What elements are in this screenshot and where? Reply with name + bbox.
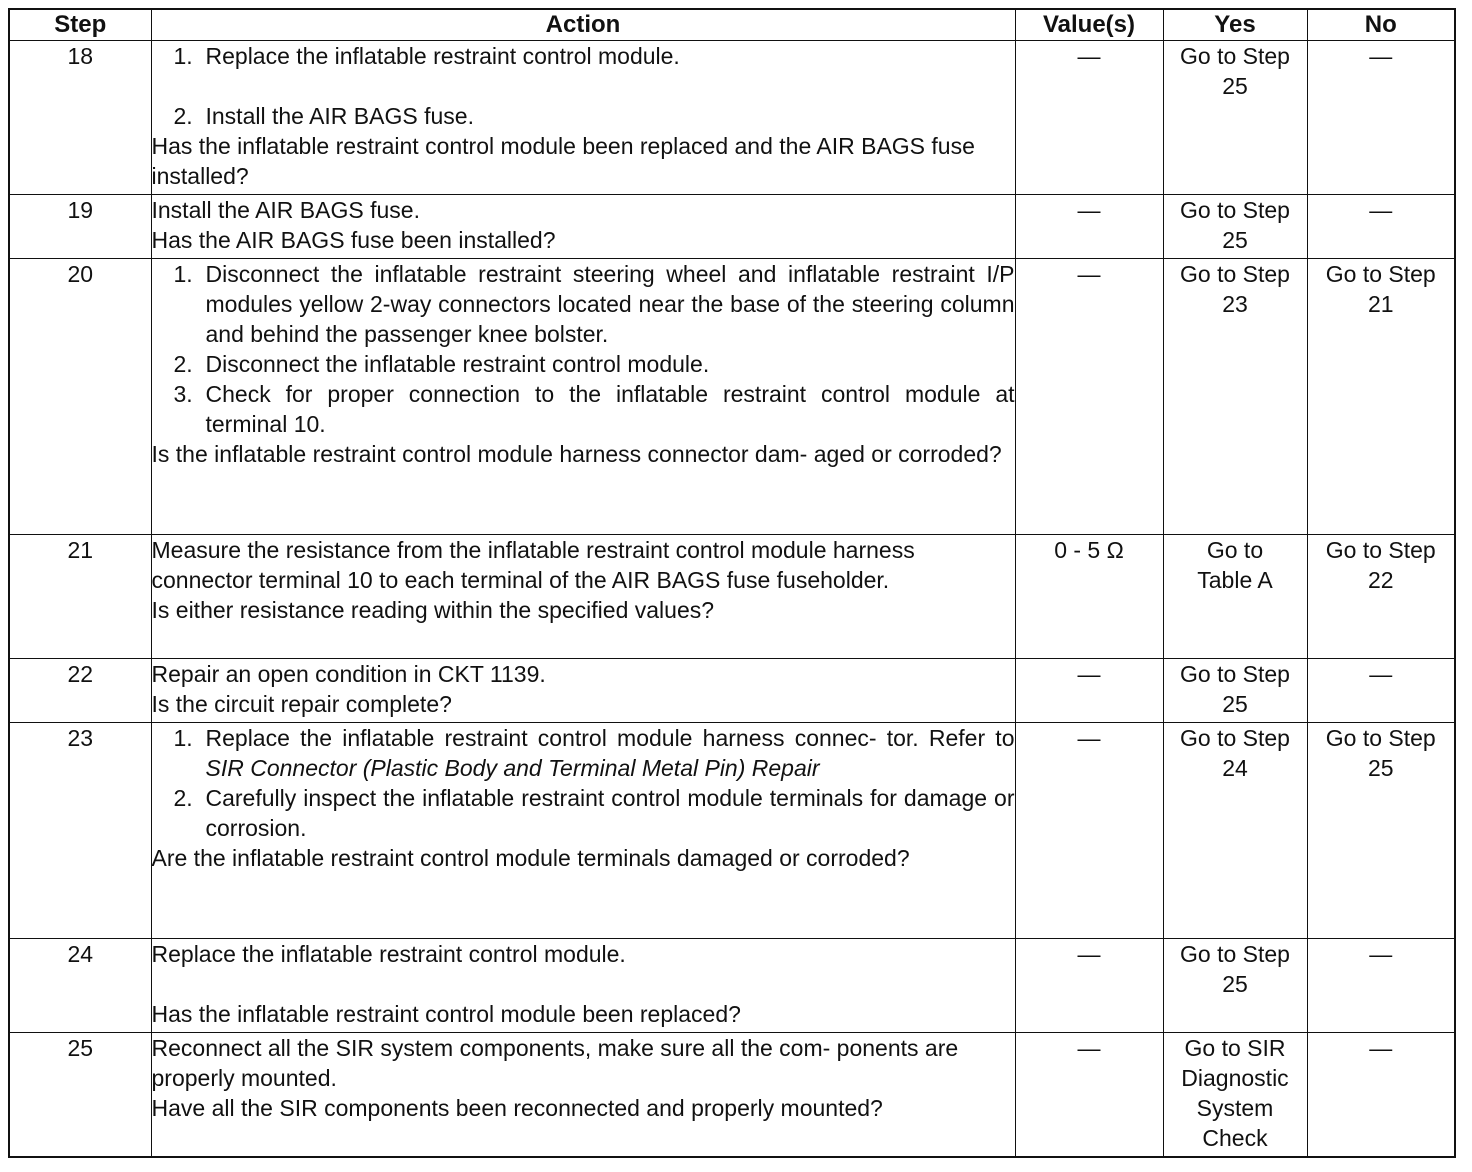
step-number: 24 — [9, 939, 151, 1033]
step-number: 20 — [9, 259, 151, 535]
no-cell: — — [1307, 939, 1455, 1033]
action-cell — [151, 723, 1015, 939]
value-cell: — — [1015, 259, 1163, 535]
table-row — [9, 259, 1455, 535]
step-number: 23 — [9, 723, 151, 939]
value-cell: — — [1015, 195, 1163, 259]
yes-cell: Go to Step 25 — [1163, 195, 1307, 259]
yes-cell: Go to Step 24 — [1163, 723, 1307, 939]
no-cell: — — [1307, 195, 1455, 259]
yes-cell: Go to Step 25 — [1163, 41, 1307, 195]
value-cell: — — [1015, 41, 1163, 195]
header-yes: Yes — [1163, 9, 1307, 41]
action-steps — [152, 41, 1015, 131]
step-number: 21 — [9, 535, 151, 659]
action-step: 1. Replace the inflatable restraint control module. — [173, 43, 680, 69]
action-question: Is the circuit repair complete? — [151, 691, 452, 717]
table-row — [9, 41, 1455, 195]
table-row — [9, 195, 1455, 259]
yes-cell: Go to SIR Diagnostic System Check — [1163, 1033, 1307, 1157]
action-step: 2. Carefully inspect the inflatable restraint control module terminals for damage or corrosion. — [173, 785, 1015, 841]
header-step: Step — [9, 9, 151, 41]
table-row — [9, 1033, 1455, 1157]
value-cell: — — [1015, 723, 1163, 939]
action-step: 1. Disconnect the inflatable restraint steering wheel and inflatable restraint I/P modules yellow 2-way connectors located near the base of the steering column and behind the passenger knee bolster. — [173, 261, 1015, 347]
action-question: Is either resistance reading within the specified values? — [151, 597, 715, 623]
header-values: Value(s) — [1015, 9, 1163, 41]
action-cell — [151, 659, 1015, 723]
table-row — [9, 659, 1455, 723]
step-number: 19 — [9, 195, 151, 259]
yes-cell: Go to Table A — [1163, 535, 1307, 659]
action-step: 2. Install the AIR BAGS fuse. — [173, 103, 474, 129]
header-no: No — [1307, 9, 1455, 41]
action-cell — [151, 939, 1015, 1033]
action-cell — [151, 41, 1015, 195]
action-text: Measure the resistance from the inflatable restraint control module harness connector terminal 10 to each terminal of the AIR BAGS fuse fuseholder. — [151, 537, 915, 593]
action-cell — [151, 535, 1015, 659]
action-step: 3. Check for proper connection to the inflatable restraint control module at terminal 10. — [173, 381, 1015, 437]
action-question: Are the inflatable restraint control module terminals damaged or corroded? — [151, 845, 910, 871]
action-text: Install the AIR BAGS fuse. — [151, 197, 420, 223]
no-cell: Go to Step 22 — [1307, 535, 1455, 659]
no-cell: — — [1307, 41, 1455, 195]
value-cell: — — [1015, 1033, 1163, 1157]
action-text: Replace the inflatable restraint control module. — [151, 941, 626, 967]
action-question: Is the inflatable restraint control module harness connector dam- aged or corroded? — [151, 441, 1002, 467]
action-step: 1. Replace the inflatable restraint control module harness connec- tor. Refer to SIR Connector (Plastic Body and Terminal Metal Pin) Repair — [173, 725, 1015, 781]
action-question: Has the inflatable restraint control module been replaced and the AIR BAGS fuse installed? — [151, 133, 975, 189]
action-question: Has the inflatable restraint control module been replaced? — [151, 1001, 741, 1027]
yes-cell: Go to Step 23 — [1163, 259, 1307, 535]
action-cell — [151, 259, 1015, 535]
no-cell: — — [1307, 1033, 1455, 1157]
step-number: 25 — [9, 1033, 151, 1157]
action-step: 2. Disconnect the inflatable restraint control module. — [173, 351, 710, 377]
no-cell: Go to Step 25 — [1307, 723, 1455, 939]
value-cell: — — [1015, 659, 1163, 723]
step-number: 22 — [9, 659, 151, 723]
action-cell — [151, 1033, 1015, 1157]
table-row — [9, 939, 1455, 1033]
yes-cell: Go to Step 25 — [1163, 659, 1307, 723]
header-row — [9, 9, 1455, 41]
action-question: Has the AIR BAGS fuse been installed? — [151, 227, 556, 253]
action-text: Reconnect all the SIR system components, make sure all the com- ponents are properly mounted. — [151, 1035, 959, 1091]
action-question: Have all the SIR components been reconnected and properly mounted? — [151, 1095, 883, 1121]
action-cell — [151, 195, 1015, 259]
header-action: Action — [151, 9, 1015, 41]
value-cell: 0 - 5 Ω — [1015, 535, 1163, 659]
value-cell: — — [1015, 939, 1163, 1033]
no-cell: — — [1307, 659, 1455, 723]
yes-cell: Go to Step 25 — [1163, 939, 1307, 1033]
action-steps — [152, 259, 1015, 439]
action-steps — [152, 723, 1015, 843]
step-number: 18 — [9, 41, 151, 195]
table-row — [9, 535, 1455, 659]
no-cell: Go to Step 21 — [1307, 259, 1455, 535]
repair-reference: SIR Connector (Plastic Body and Terminal Metal Pin) Repair — [205, 755, 820, 781]
action-text: Repair an open condition in CKT 1139. — [151, 661, 546, 687]
diagnostic-table — [8, 8, 1456, 1158]
table-row — [9, 723, 1455, 939]
